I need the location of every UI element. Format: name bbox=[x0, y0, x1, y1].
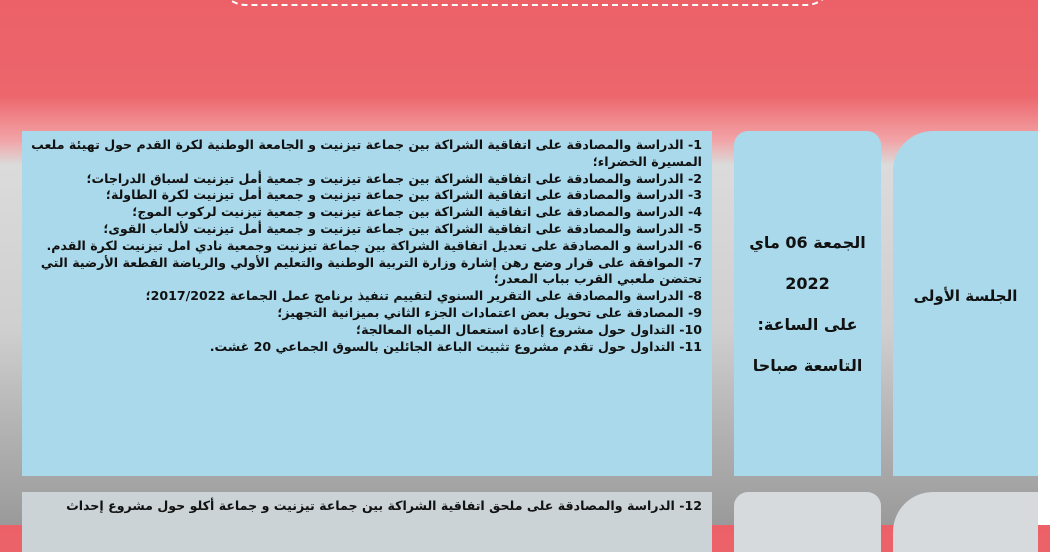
session-day-date: الجمعة 06 ماي bbox=[749, 232, 866, 252]
session-year: 2022 bbox=[785, 273, 830, 293]
agenda-item: 4- الدراسة والمصادقة على اتفاقية الشراكة بين جماعة تيزنيت و جمعية تيزنيت لركوب الموج؛ bbox=[132, 204, 702, 220]
agenda-item: 9- المصادقة على تحويل بعض اعتمادات الجزء الثاني بميزانية التجهيز؛ bbox=[277, 304, 702, 320]
agenda-item: 11- التداول حول تقدم مشروع تثبيت الباعة الجائلين بالسوق الجماعي 20 غشت. bbox=[209, 338, 702, 354]
agenda-item: 1- الدراسة والمصادقة على اتفاقية الشراكة بين جماعة تيزنيت و الجامعة الوطنية لكرة القدم حول تهيئة ملعب المسيرة الخضراء؛ bbox=[31, 137, 702, 169]
agenda-item: 8- الدراسة والمصادقة على التقرير السنوي لتقييم تنفيذ برنامج عمل الجماعة 2017/2022؛ bbox=[145, 288, 702, 304]
agenda-item: 12- الدراسة والمصادقة على ملحق اتفاقية الشراكة بين جماعة تيزنيت و جماعة أكلو حول مشروع إحداث bbox=[66, 498, 702, 513]
agenda-list bbox=[30, 498, 702, 515]
agenda-item: 2- الدراسة والمصادقة على اتفاقية الشراكة بين جماعة تيزنيت و جمعية أمل تيزنيت لسباق الدراجات؛ bbox=[86, 170, 702, 186]
session-time-value: التاسعة صباحا bbox=[752, 355, 863, 375]
agenda-list bbox=[30, 137, 702, 355]
session-panel-2 bbox=[893, 492, 1038, 552]
agenda-item: 5- الدراسة والمصادقة على اتفاقية الشراكة بين جماعة تيزنيت و جمعية أمل تيزنيت لألعاب القوى؛ bbox=[103, 220, 702, 236]
date-panel-session-2 bbox=[734, 492, 881, 552]
agenda-item: 3- الدراسة والمصادقة على اتفاقية الشراكة بين جماعة تيزنيت و جمعية أمل تيزنيت لكرة الطاولة؛ bbox=[105, 187, 702, 203]
session-label: الجلسة الأولى bbox=[913, 287, 1018, 305]
agenda-item: 6- الدراسة و المصادقة على تعديل اتفاقية الشراكة بين جماعة تيزنيت وجمعية نادي امل تيزنيت لكرة القدم. bbox=[46, 237, 702, 253]
date-panel-session-1 bbox=[734, 131, 881, 476]
agenda-item: 10- التداول حول مشروع إعادة استعمال المياه المعالجة؛ bbox=[356, 321, 702, 337]
session-date-time bbox=[734, 131, 881, 476]
agenda-item: 7- الموافقة على قرار وضع رهن إشارة وزارة التربية الوطنية والتعليم الأولي والرياضة القطعة الأرضية التي تحتضن ملعبي القرب بباب المعدر؛ bbox=[40, 254, 702, 287]
agenda-panel-session-2 bbox=[22, 492, 712, 552]
right-edge-band bbox=[1038, 0, 1050, 525]
agenda-panel-session-1 bbox=[22, 131, 712, 476]
header-banner-frame bbox=[218, 0, 834, 6]
session-panel-1 bbox=[893, 131, 1038, 476]
session-time-label: على الساعة: bbox=[757, 314, 858, 334]
